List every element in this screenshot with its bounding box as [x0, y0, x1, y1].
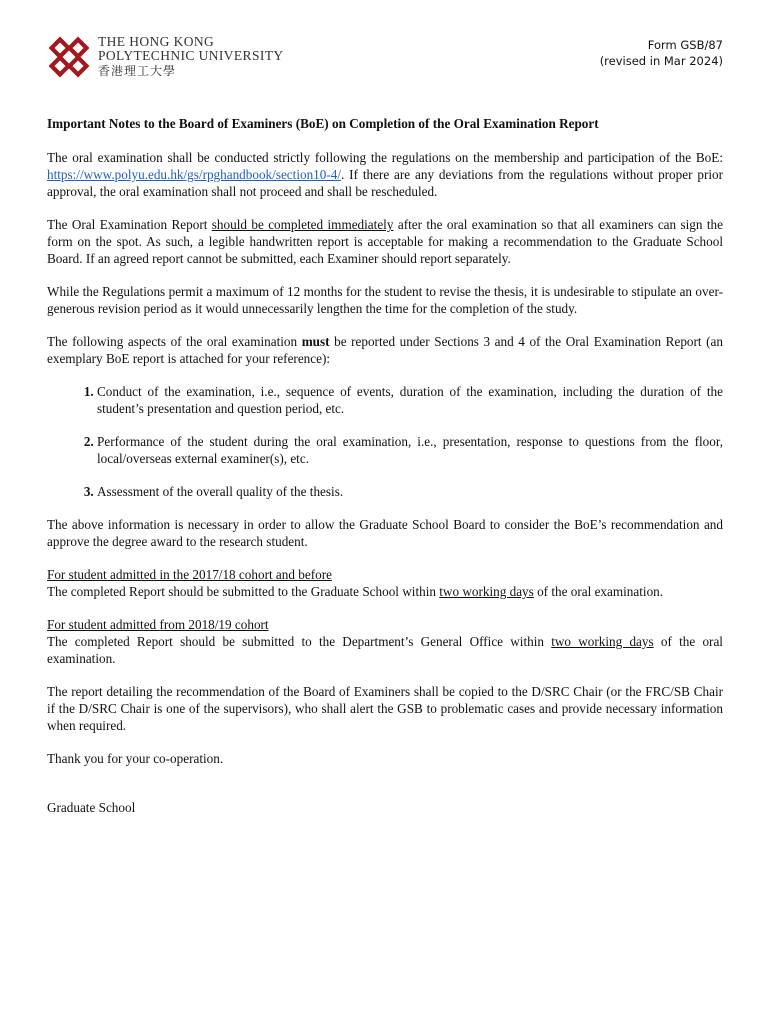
university-name-line1: THE HONG KONG	[98, 34, 215, 49]
p1-text-end: . If there are any deviations from the regulations without proper prior approval, the oral examination shall not proceed and shall be rescheduled.	[47, 167, 723, 199]
section-heading-2017: For student admitted in the 2017/18 cohort and before	[47, 567, 332, 582]
rpg-handbook-link[interactable]: https://www.polyu.edu.hk/gs/rpghandbook/section10-4/	[47, 167, 342, 182]
signature: Graduate School	[47, 800, 136, 815]
section-cohort-2018	[47, 616, 723, 667]
p4-text-start: The following aspects of the oral examination	[47, 334, 302, 349]
p2-text-start: The Oral Examination Report	[47, 217, 212, 232]
list-item: 1. Conduct of the examination, i.e., sequence of events, duration of the examination, including the duration of the student’s presentation and question period, etc.	[97, 383, 723, 417]
paragraph-purpose: The above information is necessary in order to allow the Graduate School Board to consider the BoE’s recommendation and approve the degree award to the research student.	[47, 517, 723, 549]
form-reference	[600, 37, 723, 69]
university-name-line2: POLYTECHNIC UNIVERSITY	[98, 48, 284, 63]
university-logo	[46, 34, 296, 84]
university-name-chinese: 香港理工大學	[98, 64, 177, 78]
polyu-logo-icon	[46, 34, 92, 80]
section-cohort-2017	[47, 566, 723, 600]
paragraph-revision-period: While the Regulations permit a maximum of 12 months for the student to revise the thesis, it is undesirable to stipulate an over-generous revision period as it would unnecessarily lengthen the time for the completion of the study.	[47, 284, 723, 316]
sec2-underlined-text: two working days	[551, 634, 654, 649]
thank-you-text: Thank you for your co-operation.	[47, 751, 224, 766]
sec2-text-start: The completed Report should be submitted to the Department’s General Office within	[47, 634, 552, 649]
p4-text-end: be reported under Sections 3 and 4 of the Oral Examination Report (an exemplary BoE report is attached for your reference):	[47, 334, 723, 366]
paragraph-aspects	[47, 333, 723, 367]
paragraph-report-timing	[47, 216, 723, 267]
p2-underlined-text: should be completed immediately	[211, 217, 394, 232]
sec1-text-end: of the oral examination.	[533, 584, 664, 599]
document-title: Important Notes to the Board of Examiners (BoE) on Completion of the Oral Examination Report	[47, 116, 599, 131]
p4-bold-text: must	[301, 334, 330, 349]
paragraph-copy-report: The report detailing the recommendation of the Board of Examiners shall be copied to the D/SRC Chair (or the FRC/SB Chair if the D/SRC Chair is one of the supervisors), who shall alert the GSB to problematic cases and provide necessary information when required.	[47, 684, 723, 733]
p2-text-end: after the oral examination so that all examiners can sign the form on the spot. As such, a legible handwritten report is acceptable for making a recommendation to the Graduate School Board. If an agreed report cannot be submitted, each Examiner should report separately.	[47, 217, 723, 266]
aspects-list	[47, 383, 723, 500]
p1-text-start: The oral examination shall be conducted strictly following the regulations on the membership and participation of the BoE:	[47, 150, 723, 165]
form-revision: (revised in Mar 2024)	[599, 54, 723, 68]
list-item: 3. Assessment of the overall quality of the thesis.	[97, 483, 723, 500]
list-item: 2. Performance of the student during the oral examination, i.e., presentation, response to questions from the floor, local/overseas external examiner(s), etc.	[97, 433, 723, 467]
form-code: Form GSB/87	[647, 38, 723, 52]
sec1-text-start: The completed Report should be submitted to the Graduate School within	[47, 584, 440, 599]
paragraph-regulations	[47, 149, 723, 200]
sec1-underlined-text: two working days	[439, 584, 534, 599]
sec2-text-end: of the oral examination.	[47, 634, 723, 666]
section-heading-2018: For student admitted from 2018/19 cohort	[47, 617, 269, 632]
document-body	[47, 115, 723, 832]
